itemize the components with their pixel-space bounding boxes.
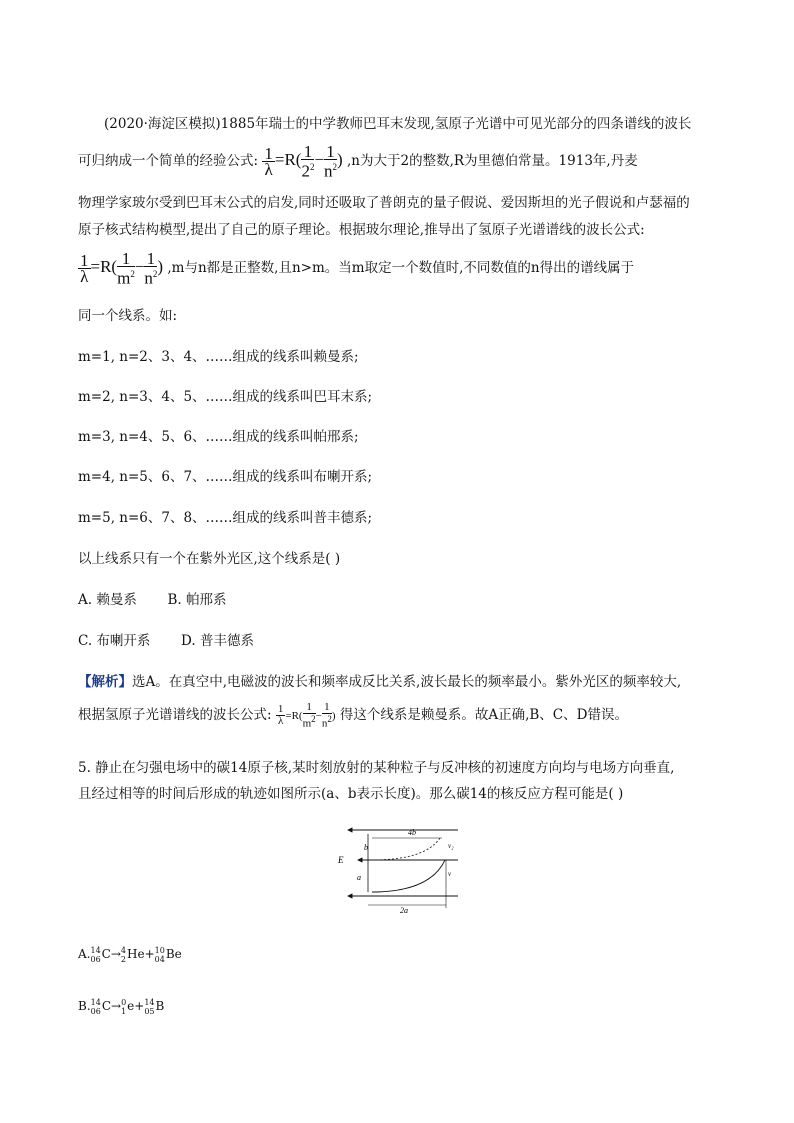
p5-line-1: 5. 静止在匀强电场中的碳14原子核,某时刻放射的某种粒子与反冲核的初速度方向均与电场方向垂直,: [78, 760, 675, 776]
analysis-formula-term2: $\frac{1}{n^2}$: [321, 700, 332, 730]
label-a: a: [357, 873, 361, 882]
option-a: A. 赖曼系: [78, 592, 137, 608]
analysis-formula-lhs: $\frac{1}{\lambda}$: [277, 703, 284, 727]
series-item: m=1, n=2、3、4、……组成的线系叫赖曼系;: [78, 349, 359, 365]
option-d: D. 普丰德系: [181, 633, 254, 649]
series-item: m=4, n=5、6、7、……组成的线系叫布喇开系;: [78, 469, 373, 485]
p5-option-b: B. 14 06 C→ 0 1 e+ 14 05 B: [78, 997, 165, 1016]
balmer-formula-lhs: $\frac{1}{\lambda}$: [264, 144, 273, 179]
label-v2: v₂: [448, 842, 454, 850]
p4-line-5: $\frac{1}{\lambda}$ =R( $\frac{1}{m^2}$ − $\frac{1}{n^2}$ ) ,m与n都是正整数,且n>m。当m取定一个数值时,不同数值的n得出的谱线属于: [80, 249, 635, 288]
analysis-line-2: 根据氢原子光谱谱线的波长公式: $\frac{1}{\lambda}$ =R( $\frac{1}{m^2}$ − $\frac{1}{n^2}$ ) 得这个线系是赖曼系。故A正确,B、C、D错误。: [78, 700, 628, 730]
p4-line-2: 可归纳成一个简单的经验公式: $\frac{1}{\lambda}$ =R( $\frac{1}{2^2}$ − $\frac{1}{n^2}$ ) ,n为大于2的整数,R为里德伯常量。1913年,丹麦: [78, 142, 638, 181]
recoil-trajectory: [372, 860, 445, 892]
p4-question: 以上线系只有一个在紫外光区,这个线系是( ): [78, 551, 341, 567]
p4-line-5-post: ,m与n都是正整数,且n>m。当m取定一个数值时,不同数值的n得出的谱线属于: [167, 260, 635, 276]
p4-line-4: 原子核式结构模型,提出了自己的原子理论。根据玻尔理论,推导出了氢原子光谱谱线的波长公式:: [78, 222, 645, 238]
analysis-tag: 【解析】: [78, 674, 132, 690]
series-item: m=5, n=6、7、8、……组成的线系叫普丰德系;: [78, 510, 373, 526]
series-item: m=2, n=3、4、5、……组成的线系叫巴耳末系;: [78, 389, 373, 405]
option-c: C. 布喇开系: [78, 633, 151, 649]
p4-options-ab: [78, 590, 226, 610]
p4-line-1: (2020·海淀区模拟)1885年瑞士的中学教师巴耳末发现,氢原子光谱中可见光部分的四条谱线的波长: [104, 116, 692, 132]
label-v: v: [448, 870, 452, 878]
analysis-formula-term1: $\frac{1}{m^2}$: [302, 700, 316, 730]
label-4b: 4b: [408, 828, 416, 837]
p4-line-2-pre: 可归纳成一个简单的经验公式:: [78, 153, 259, 169]
bohr-formula-term2: $\frac{1}{n^2}$: [144, 249, 158, 288]
option-b: B. 帕邢系: [167, 592, 227, 608]
analysis-line-1: 【解析】选A。在真空中,电磁波的波长和频率成反比关系,波长最长的频率最小。紫外光区的频率较大,: [78, 674, 682, 690]
p4-options-cd: [78, 631, 254, 651]
label-E: E: [338, 855, 344, 865]
p5-line-2: 且经过相等的时间后形成的轨迹如图所示(a、b表示长度)。那么碳14的核反应方程可能是( ): [78, 786, 624, 802]
balmer-formula-term2: $\frac{1}{n^2}$: [324, 142, 338, 181]
particle-trajectory: [372, 838, 440, 860]
p4-line-2-post: ,n为大于2的整数,R为里德伯常量。1913年,丹麦: [347, 153, 638, 169]
label-b: b: [364, 843, 368, 852]
p4-line-6: 同一个线系。如:: [78, 308, 178, 324]
balmer-formula-term1: $\frac{1}{2^2}$: [301, 142, 315, 181]
bohr-formula-lhs: $\frac{1}{\lambda}$: [80, 251, 89, 286]
label-2a: 2a: [400, 906, 408, 915]
bohr-formula-term1: $\frac{1}{m^2}$: [117, 249, 135, 288]
p5-option-a: A. 14 06 C→ 4 2 He+ 10 04 Be: [78, 945, 182, 964]
trajectory-figure: [330, 820, 470, 915]
series-item: m=3, n=4、5、6、……组成的线系叫帕邢系;: [78, 429, 359, 445]
p4-line-3: 物理学家玻尔受到巴耳末公式的启发,同时还吸取了普朗克的量子假说、爱因斯坦的光子假说和卢瑟福的: [78, 195, 690, 211]
